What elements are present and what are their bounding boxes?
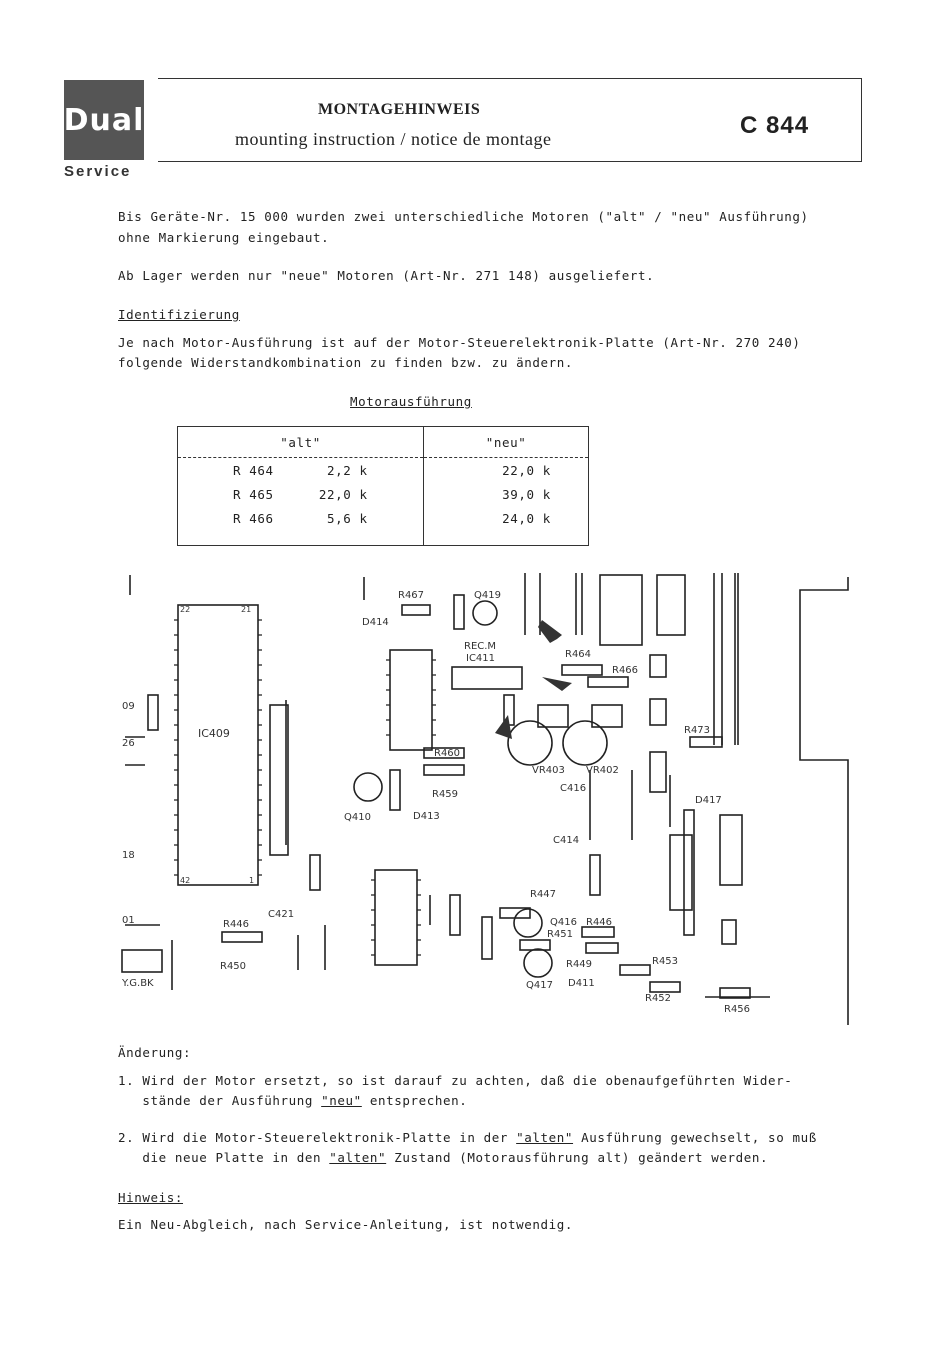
change-1-line-1: 1. Wird der Motor ersetzt, so ist darauf zu achten, daß die obenaufgeführten Wider-: [118, 1073, 793, 1088]
svg-text:R473: R473: [684, 725, 711, 736]
svg-text:R459: R459: [432, 789, 459, 800]
svg-text:26: 26: [122, 738, 135, 749]
svg-text:R466: R466: [612, 665, 639, 676]
table-row: [178, 458, 589, 483]
svg-text:Q410: Q410: [344, 812, 371, 823]
svg-text:R467: R467: [398, 590, 425, 601]
svg-text:01: 01: [122, 915, 135, 926]
alt-value: 5,6 k: [327, 510, 368, 526]
svg-text:R446: R446: [586, 917, 613, 928]
svg-text:VR403: VR403: [532, 765, 565, 776]
svg-text:21: 21: [241, 605, 252, 614]
svg-text:R460: R460: [434, 748, 461, 759]
table-caption: Motorausführung: [350, 394, 472, 409]
model-number: C 844: [740, 112, 810, 139]
dual-logo: [64, 80, 144, 160]
note-heading: Hinweis:: [118, 1190, 184, 1205]
svg-text:R464: R464: [565, 649, 592, 660]
resistor-name: R 466: [233, 510, 274, 526]
resistor-name: R 465: [233, 486, 274, 502]
svg-text:R452: R452: [645, 993, 672, 1004]
neu-value: 39,0 k: [424, 482, 589, 506]
svg-text:C421: C421: [268, 909, 295, 920]
neu-value: 22,0 k: [424, 458, 589, 483]
resistor-name: R 464: [233, 462, 274, 478]
svg-text:1: 1: [249, 876, 255, 885]
svg-text:42: 42: [180, 876, 191, 885]
changes-heading: Änderung:: [118, 1045, 192, 1060]
svg-text:REC.M: REC.M: [464, 641, 497, 652]
svg-text:D417: D417: [695, 795, 722, 806]
intro-line-3: Ab Lager werden nur "neue" Motoren (Art-Nr. 271 148) ausgeliefert.: [118, 268, 655, 283]
column-neu: "neu": [424, 427, 589, 458]
svg-text:Q417: Q417: [526, 980, 553, 991]
svg-text:R449: R449: [566, 959, 593, 970]
alt-value: 22,0 k: [318, 486, 368, 502]
table-row: [178, 482, 589, 506]
service-label: Service: [64, 163, 132, 180]
svg-text:R446: R446: [223, 919, 250, 930]
svg-text:IC411: IC411: [466, 653, 496, 664]
svg-text:IC409: IC409: [198, 727, 230, 740]
page-subtitle: mounting instruction / notice de montage: [235, 129, 552, 149]
column-alt: "alt": [178, 427, 424, 458]
svg-text:VR402: VR402: [586, 765, 619, 776]
page-title: MONTAGEHINWEIS: [318, 101, 481, 118]
svg-text:R456: R456: [724, 1004, 751, 1015]
svg-text:22: 22: [180, 605, 191, 614]
svg-text:Q416: Q416: [550, 917, 577, 928]
alt-value: 2,2 k: [327, 462, 368, 478]
svg-text:R447: R447: [530, 889, 557, 900]
table-row: [178, 506, 589, 530]
identification-heading: Identifizierung: [118, 307, 240, 322]
change-2-line-2: die neue Platte in den "alten" Zustand (Motorausführung alt) geändert werden.: [118, 1150, 769, 1165]
circuit-board-schematic: [110, 565, 850, 1025]
svg-text:C416: C416: [560, 783, 587, 794]
intro-line-1: Bis Geräte-Nr. 15 000 wurden zwei unterschiedliche Motoren ("alt" / "neu" Ausführung): [118, 209, 809, 224]
svg-text:C414: C414: [553, 835, 580, 846]
svg-text:Q419: Q419: [474, 590, 501, 601]
change-1-line-2: stände der Ausführung "neu" entsprechen.: [118, 1093, 468, 1108]
intro-line-2: ohne Markierung eingebaut.: [118, 230, 330, 245]
change-2-line-1: 2. Wird die Motor-Steuerelektronik-Platte in der "alten" Ausführung gewechselt, so muß: [118, 1130, 817, 1145]
identification-line-1: Je nach Motor-Ausführung ist auf der Motor-Steuerelektronik-Platte (Art-Nr. 270 240): [118, 335, 801, 350]
svg-text:R453: R453: [652, 956, 679, 967]
svg-text:R450: R450: [220, 961, 247, 972]
svg-text:09: 09: [122, 701, 135, 712]
resistor-table: [177, 426, 589, 546]
svg-text:D414: D414: [362, 617, 389, 628]
svg-text:D413: D413: [413, 811, 440, 822]
identification-line-2: folgende Widerstandkombination zu finden bzw. zu ändern.: [118, 355, 574, 370]
svg-text:R451: R451: [547, 929, 574, 940]
svg-text:18: 18: [122, 850, 135, 861]
svg-text:D411: D411: [568, 978, 595, 989]
svg-text:Y.G.BK: Y.G.BK: [122, 978, 154, 989]
neu-value: 24,0 k: [424, 506, 589, 530]
logo-text: Dual: [63, 102, 145, 138]
note-text: Ein Neu-Abgleich, nach Service-Anleitung, ist notwendig.: [118, 1217, 574, 1232]
